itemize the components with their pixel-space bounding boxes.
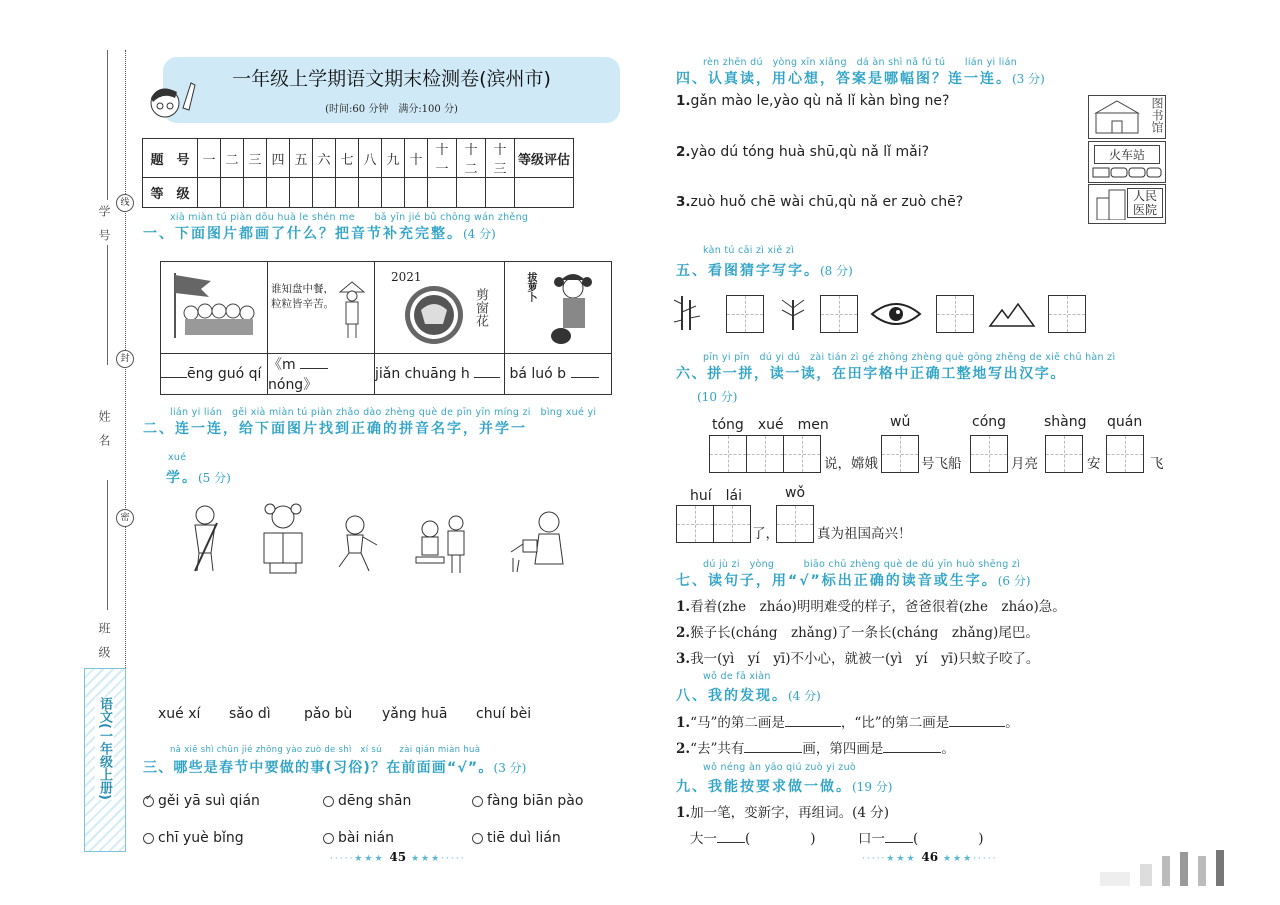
page-title: 一年级上学期语文期末检测卷(滨州市)	[232, 68, 551, 90]
score-table	[142, 138, 574, 208]
child-reading-icon	[258, 503, 308, 575]
grade-cell[interactable]	[313, 178, 336, 208]
line-text[interactable]: 我一(yì yí yī)不小心，就被一(yì yí yī)只蚊子咬了。	[690, 651, 1040, 667]
question-number: 1.	[676, 93, 691, 109]
answer-blank[interactable]	[571, 377, 599, 378]
section-5-heading	[676, 260, 853, 280]
section-3-heading	[143, 757, 526, 777]
grade-cell[interactable]	[336, 178, 359, 208]
line-text: “去”共有	[690, 741, 745, 757]
option-label: gěi yā suì qián	[158, 793, 260, 809]
section-2-heading: 二、连一连，给下面图片找到正确的拼音名字，并学一	[143, 421, 527, 437]
score-col: 六	[313, 139, 336, 178]
section-2-pinyin: lián yi lián gěi xià miàn tú piàn zhǎo dào zhèng què de pīn yīn míng zi bìng xué yi	[170, 407, 597, 418]
radio-icon[interactable]	[472, 796, 483, 807]
line-text: “马”的第二画是	[690, 715, 785, 731]
heading-text: 一、下面图片都画了什么？把音节补充完整。	[143, 226, 463, 242]
line-text: 加一笔，变新字，再组词。(4 分)	[690, 805, 890, 821]
poem-text: 谁知盘中餐，粒粒皆辛苦。	[271, 283, 334, 310]
sentence-text: 安	[1087, 456, 1101, 472]
bamboo-icon	[672, 294, 702, 332]
student-id-label: 学 号	[97, 205, 111, 241]
grade-cell[interactable]	[290, 178, 313, 208]
page-number-left	[330, 846, 465, 865]
child-sweeping-icon	[185, 503, 225, 575]
writing-grid[interactable]	[936, 295, 974, 333]
score-col: 二	[221, 139, 244, 178]
sentence-line	[676, 647, 1039, 667]
line-text: 。	[1005, 715, 1019, 731]
score-row-label: 等 级	[143, 178, 198, 208]
section-9-heading	[676, 776, 892, 796]
student-id-line	[107, 245, 108, 365]
pinyin-option[interactable]: chuí bèi	[476, 706, 532, 722]
section-2-pinyin-2: xué	[168, 452, 187, 463]
train-icon	[1091, 164, 1163, 180]
section-9-pinyin: wǒ néng àn yāo qiú zuò yi zuò	[703, 762, 857, 773]
writing-grid[interactable]	[776, 505, 814, 543]
radio-icon[interactable]	[323, 833, 334, 844]
sentence-text: 了，	[752, 526, 779, 542]
add-stroke-a: 大一 ( )	[690, 831, 816, 847]
grid-pinyin: shàng	[1044, 414, 1087, 430]
answer-pinyin: nóng》	[268, 377, 318, 393]
section-6-score: (10 分)	[697, 390, 738, 404]
writing-grid[interactable]	[881, 435, 919, 473]
grade-cell[interactable]	[405, 178, 428, 208]
radio-icon[interactable]	[472, 833, 483, 844]
line-number: 3.	[676, 651, 691, 667]
sentence-text: 月亮	[1011, 456, 1038, 472]
section-7-pinyin: dú jù zi yòng biāo chū zhèng què de dú yīn huò shēng zì	[703, 559, 1021, 570]
page-subtitle: (时间:60 分钟 满分:100 分)	[325, 104, 458, 115]
grade-cell[interactable]	[359, 178, 382, 208]
option-label: tiē duì lián	[487, 830, 561, 846]
seal-circle: 封	[116, 350, 134, 368]
radish-picture	[505, 262, 612, 354]
pinyin-option[interactable]: yǎng huā	[382, 706, 448, 722]
line-text: 画，第四画是	[802, 741, 884, 757]
book-label: 语文(一年级上册)	[97, 697, 112, 800]
place-label: 火车站	[1094, 145, 1160, 164]
grid-pinyin: huí lái	[690, 488, 742, 504]
score-col: 等级评估	[515, 139, 574, 178]
page-number: 45	[389, 850, 407, 864]
paper-cut-picture	[375, 262, 505, 354]
section-3-pinyin: nǎ xiē shì chūn jié zhōng yào zuò de shì xí sú zài qián miàn huà	[170, 745, 481, 755]
sentence-line	[676, 621, 1039, 641]
custom-option[interactable]	[323, 830, 394, 846]
line-text[interactable]: 看着(zhe zháo)明明难受的样子，爸爸很着(zhe zháo)急。	[690, 599, 1066, 615]
writing-grid[interactable]	[676, 505, 751, 543]
custom-option[interactable]	[323, 793, 411, 809]
grid-pinyin: quán	[1107, 414, 1143, 430]
stars-decoration: ★★★·····	[406, 854, 466, 864]
sentence-line	[676, 595, 1066, 615]
answer-cell[interactable]	[505, 354, 612, 395]
section-6-pinyin: pīn yi pīn dú yi dú zài tián zì gé zhōng zhèng què gōng zhěng de xiě chū hàn zì	[703, 352, 1116, 363]
pinyin-option[interactable]: pǎo bù	[304, 706, 353, 722]
section-6-heading: 六、拼一拼，读一读，在田字格中正确工整地写出汉字。	[676, 366, 1066, 382]
answer-blank[interactable]	[785, 726, 841, 727]
section-1-pinyin: xià miàn tú piàn dōu huà le shén me bǎ yīn jié bǔ chōng wán zhěng	[170, 212, 529, 223]
grade-cell[interactable]	[267, 178, 290, 208]
heading-text: 五、看图猜字写字。	[676, 263, 820, 279]
grid-pinyin: wǔ	[890, 414, 911, 430]
line-number: 2.	[676, 741, 691, 757]
question-1	[676, 93, 949, 109]
library-building-icon	[1092, 99, 1142, 135]
score-col: 四	[267, 139, 290, 178]
section-5-pinyin: kàn tú cāi zì xiě zì	[703, 245, 795, 256]
place-label: 图书馆	[1150, 97, 1164, 133]
section-2-heading-2	[166, 467, 231, 487]
writing-grid[interactable]	[970, 435, 1008, 473]
score: (19 分)	[852, 780, 893, 794]
section-8-heading	[676, 685, 821, 705]
paper-cut-ox-icon	[403, 284, 465, 346]
score-col: 一	[198, 139, 221, 178]
writing-grid[interactable]	[709, 435, 821, 473]
radio-icon[interactable]	[323, 796, 334, 807]
stars-decoration: ★★★·····	[938, 854, 998, 864]
answer-pinyin: jiǎn chuāng h	[375, 366, 470, 382]
score: (3 分)	[493, 761, 527, 775]
section-7-heading	[676, 570, 1031, 590]
answer-blank[interactable]	[949, 726, 1005, 727]
option-label: fàng biān pào	[487, 793, 584, 809]
name-line	[107, 480, 108, 610]
section-4-heading	[676, 68, 1045, 88]
flag-picture	[161, 262, 268, 354]
grain-plant-icon	[778, 294, 808, 332]
grade-cell[interactable]	[515, 178, 574, 208]
grade-cell[interactable]	[486, 178, 515, 208]
score: (6 分)	[997, 574, 1031, 588]
score-col: 十三	[486, 139, 515, 178]
answer-blank[interactable]	[161, 377, 187, 378]
line-number: 2.	[676, 625, 691, 641]
question-2	[676, 144, 929, 160]
grade-cell[interactable]	[457, 178, 486, 208]
score-col: 三	[244, 139, 267, 178]
library-picture[interactable]	[1088, 95, 1166, 139]
sentence-text: 说，嫦娥	[824, 456, 878, 472]
writing-grid[interactable]	[726, 295, 764, 333]
heading-text: 三、哪些是春节中要做的事(习俗)？在前面画“√”。	[143, 760, 494, 776]
custom-option[interactable]	[143, 830, 244, 846]
custom-option[interactable]	[143, 793, 260, 809]
score-col: 九	[382, 139, 405, 178]
pinyin-option[interactable]: sǎo dì	[229, 706, 271, 722]
child-massaging-icon	[412, 515, 472, 575]
sentence-text: 飞	[1150, 456, 1164, 472]
add-stroke-b: 口一 ( )	[858, 831, 984, 847]
hospital-picture[interactable]	[1088, 184, 1166, 224]
grid-pinyin: cóng	[972, 414, 1007, 430]
station-picture[interactable]	[1088, 141, 1166, 183]
line-number: 1.	[676, 599, 691, 615]
watermark-bars	[1100, 848, 1250, 886]
place-label: 人民医院	[1127, 188, 1163, 218]
margin-line	[107, 50, 108, 200]
farmer-icon	[336, 280, 370, 340]
custom-option[interactable]	[472, 830, 561, 846]
seal-circle: 线	[116, 194, 134, 212]
stars-decoration: ·····★★★	[330, 854, 390, 864]
heading-text: 七、读句子，用“√”标出正确的读音或生字。	[676, 573, 998, 589]
seal-circle: 密	[116, 509, 134, 527]
child-running-icon	[333, 515, 383, 575]
discovery-line-2	[676, 737, 955, 757]
grade-cell[interactable]	[221, 178, 244, 208]
score-col: 十	[405, 139, 428, 178]
answer-cell[interactable]	[375, 354, 505, 395]
answer-cell[interactable]	[161, 354, 268, 395]
picture-table	[160, 261, 612, 395]
answer-blank[interactable]	[717, 842, 745, 843]
answer-blank[interactable]	[300, 368, 328, 369]
sentence-text: 真为祖国高兴！	[817, 526, 912, 542]
option-label: chī yuè bǐng	[158, 830, 244, 846]
char-text: 口一	[858, 831, 885, 847]
section-1-heading	[143, 223, 496, 243]
stars-decoration: ·····★★★	[862, 854, 922, 864]
writing-grid[interactable]	[820, 295, 858, 333]
answer-blank[interactable]	[744, 752, 802, 753]
score-col: 八	[359, 139, 382, 178]
section-4-pinyin: rèn zhēn dú yòng xīn xiǎng dá àn shì nǎ fú tú lián yi lián	[703, 57, 1018, 68]
answer-pinyin: ēng guó qí	[187, 366, 262, 382]
sentence-text: 号飞船	[921, 456, 962, 472]
heading-text: 学。	[166, 470, 198, 486]
char-text: 大一	[690, 831, 717, 847]
question-number: 3.	[676, 194, 691, 210]
grade-cell[interactable]	[198, 178, 221, 208]
question-text: gǎn mào le,yào qù nǎ lǐ kàn bìng ne?	[690, 93, 950, 109]
score: (5 分)	[198, 471, 231, 485]
score-col: 七	[336, 139, 359, 178]
grade-cell[interactable]	[428, 178, 457, 208]
score: (8 分)	[820, 264, 853, 278]
heading-text: 四、认真读，用心想，答案是哪幅图？连一连。	[676, 71, 1012, 87]
radish-text: 拔萝卜	[525, 272, 536, 302]
line-number: 1.	[676, 805, 691, 821]
writing-grid[interactable]	[1045, 435, 1083, 473]
poem-picture	[268, 262, 375, 354]
child-watering-flowers-icon	[505, 508, 570, 573]
mountain-icon	[988, 302, 1036, 328]
answer-pinyin: 《m	[268, 357, 296, 373]
discovery-line-1	[676, 711, 1019, 731]
question-text: zuò huǒ chē wài chū,qù nǎ er zuò chē?	[690, 194, 964, 210]
radio-icon[interactable]	[143, 833, 154, 844]
score: (3 分)	[1012, 72, 1045, 86]
writing-grid[interactable]	[1106, 435, 1144, 473]
question-9-1	[676, 801, 889, 821]
paper-cut-text: 剪窗花	[473, 288, 488, 327]
flag-children-icon	[161, 263, 261, 348]
grid-pinyin: tóng xué men	[712, 417, 829, 433]
answer-pinyin: bá luó b	[509, 366, 567, 382]
line-number: 1.	[676, 715, 691, 731]
page-number: 46	[921, 850, 939, 864]
score-col: 十一	[428, 139, 457, 178]
score: (4 分)	[463, 227, 496, 241]
eye-icon	[870, 300, 922, 328]
question-text: yào dú tóng huà shū,qù nǎ lǐ mǎi?	[690, 144, 930, 160]
grade-cell[interactable]	[244, 178, 267, 208]
line-text: 。	[941, 741, 955, 757]
girl-pulling-radish-icon	[543, 270, 603, 346]
option-label: dēng shān	[338, 793, 412, 809]
option-label: bài nián	[338, 830, 395, 846]
heading-text: 八、我的发现。	[676, 688, 788, 704]
checked-radio-icon[interactable]: ✓	[143, 796, 154, 807]
question-3	[676, 194, 963, 210]
score-col: 十二	[457, 139, 486, 178]
line-text[interactable]: 猴子长(cháng zhǎng)了一条长(cháng zhǎng)尾巴。	[690, 625, 1039, 641]
grid-pinyin: wǒ	[785, 485, 806, 501]
name-label: 姓 名	[97, 410, 111, 446]
score-col: 五	[290, 139, 313, 178]
year-text: 2021	[391, 270, 422, 284]
page-number-right	[862, 846, 997, 865]
hospital-building-icon	[1095, 188, 1129, 220]
book-label-box	[84, 668, 126, 852]
custom-option[interactable]	[472, 793, 583, 809]
answer-blank[interactable]	[885, 842, 913, 843]
line-text: ，“比”的第二画是	[840, 715, 950, 731]
question-number: 2.	[676, 144, 691, 160]
heading-text: 九、我能按要求做一做。	[676, 779, 852, 795]
answer-cell[interactable]	[268, 354, 375, 395]
grade-cell[interactable]	[382, 178, 405, 208]
writing-grid[interactable]	[1048, 295, 1086, 333]
score-row-label: 题 号	[143, 139, 198, 178]
answer-blank[interactable]	[474, 377, 500, 378]
pinyin-option[interactable]: xué xí	[158, 706, 201, 722]
section-8-pinyin: wǒ de fā xiàn	[703, 671, 771, 682]
class-label: 班 级	[97, 622, 111, 658]
answer-blank[interactable]	[883, 752, 941, 753]
score: (4 分)	[788, 689, 821, 703]
